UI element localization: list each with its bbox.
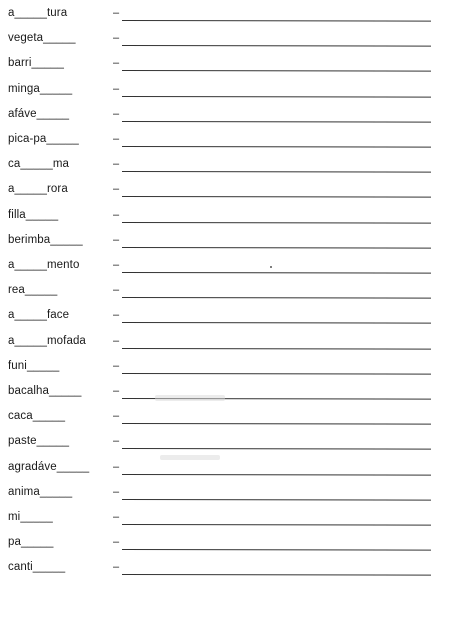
dash-separator: – [113, 309, 120, 322]
dash-separator: – [113, 32, 120, 45]
exercise-row [0, 279, 472, 301]
incomplete-word: agradáve_____ [8, 460, 90, 473]
answer-line[interactable] [122, 499, 431, 501]
dash-separator: – [113, 208, 120, 221]
answer-line[interactable] [122, 322, 431, 324]
incomplete-word: minga_____ [8, 82, 73, 95]
incomplete-word: a_____rora [8, 183, 68, 196]
exercise-row [0, 380, 472, 402]
incomplete-word: canti_____ [8, 561, 66, 574]
answer-line[interactable] [122, 20, 431, 22]
incomplete-word: a_____mofada [8, 334, 86, 347]
incomplete-word: vegeta_____ [8, 32, 76, 45]
answer-line[interactable] [122, 474, 431, 476]
exercise-row [0, 128, 472, 150]
answer-line[interactable] [122, 196, 431, 198]
incomplete-word: berimba_____ [8, 233, 83, 246]
incomplete-word: bacalha_____ [8, 385, 82, 397]
dash-separator: – [113, 82, 120, 95]
answer-line[interactable] [122, 348, 431, 350]
dash-separator: – [113, 7, 120, 19]
dash-separator: – [113, 133, 120, 145]
dash-separator: – [113, 57, 120, 70]
exercise-row [0, 178, 472, 200]
dash-separator: – [113, 435, 120, 448]
incomplete-word: a_____face [8, 309, 70, 322]
dash-separator: – [113, 183, 120, 196]
exercise-row [0, 330, 472, 352]
incomplete-word: ca_____ma [8, 158, 69, 171]
dash-separator: – [113, 158, 120, 171]
dash-separator: – [113, 385, 120, 397]
incomplete-word: rea_____ [8, 284, 58, 297]
answer-line[interactable] [122, 247, 431, 249]
exercise-row [0, 481, 472, 503]
answer-line[interactable] [122, 70, 431, 72]
dash-separator: – [113, 233, 120, 246]
incomplete-word: caca_____ [8, 410, 66, 423]
exercise-row [0, 304, 472, 326]
incomplete-word: pa_____ [8, 536, 54, 549]
exercise-row [0, 153, 472, 175]
dash-separator: – [113, 536, 120, 549]
answer-line[interactable] [122, 272, 431, 274]
dash-separator: – [113, 511, 120, 523]
paper-speck [270, 266, 272, 268]
answer-line[interactable] [122, 524, 431, 526]
answer-line[interactable] [122, 423, 431, 425]
exercise-row [0, 2, 472, 24]
paper-smudge [155, 395, 225, 401]
dash-separator: – [113, 359, 120, 372]
paper-smudge [160, 455, 220, 460]
exercise-row [0, 405, 472, 427]
incomplete-word: mi_____ [8, 511, 53, 523]
exercise-row [0, 430, 472, 452]
exercise-row [0, 254, 472, 276]
exercise-row [0, 27, 472, 49]
exercise-row [0, 531, 472, 553]
dash-separator: – [113, 410, 120, 423]
incomplete-word: funi_____ [8, 359, 60, 372]
answer-line[interactable] [122, 222, 431, 224]
incomplete-word: pica-pa_____ [8, 133, 79, 145]
answer-line[interactable] [122, 96, 431, 98]
exercise-row [0, 506, 472, 528]
exercise-row [0, 229, 472, 251]
answer-line[interactable] [122, 171, 431, 173]
incomplete-word: a_____tura [8, 7, 68, 19]
exercise-row [0, 556, 472, 578]
answer-line[interactable] [122, 373, 431, 375]
answer-line[interactable] [122, 297, 431, 299]
answer-line[interactable] [122, 146, 431, 148]
dash-separator: – [113, 485, 120, 498]
answer-line[interactable] [122, 448, 431, 450]
answer-line[interactable] [122, 574, 431, 576]
dash-separator: – [113, 460, 120, 473]
dash-separator: – [113, 284, 120, 297]
incomplete-word: anima_____ [8, 485, 73, 498]
exercise-row [0, 52, 472, 74]
answer-line[interactable] [122, 45, 431, 47]
incomplete-word: paste_____ [8, 435, 70, 448]
exercise-row [0, 103, 472, 125]
dash-separator: – [113, 334, 120, 347]
dash-separator: – [113, 259, 120, 271]
dash-separator: – [113, 561, 120, 574]
answer-line[interactable] [122, 121, 431, 123]
exercise-row [0, 78, 472, 100]
exercise-row [0, 204, 472, 226]
exercise-row [0, 355, 472, 377]
exercise-row [0, 456, 472, 478]
incomplete-word: a_____mento [8, 259, 80, 271]
incomplete-word: barri_____ [8, 57, 64, 70]
dash-separator: – [113, 107, 120, 120]
incomplete-word: filla_____ [8, 208, 59, 221]
answer-line[interactable] [122, 549, 431, 551]
incomplete-word: afáve_____ [8, 107, 70, 120]
